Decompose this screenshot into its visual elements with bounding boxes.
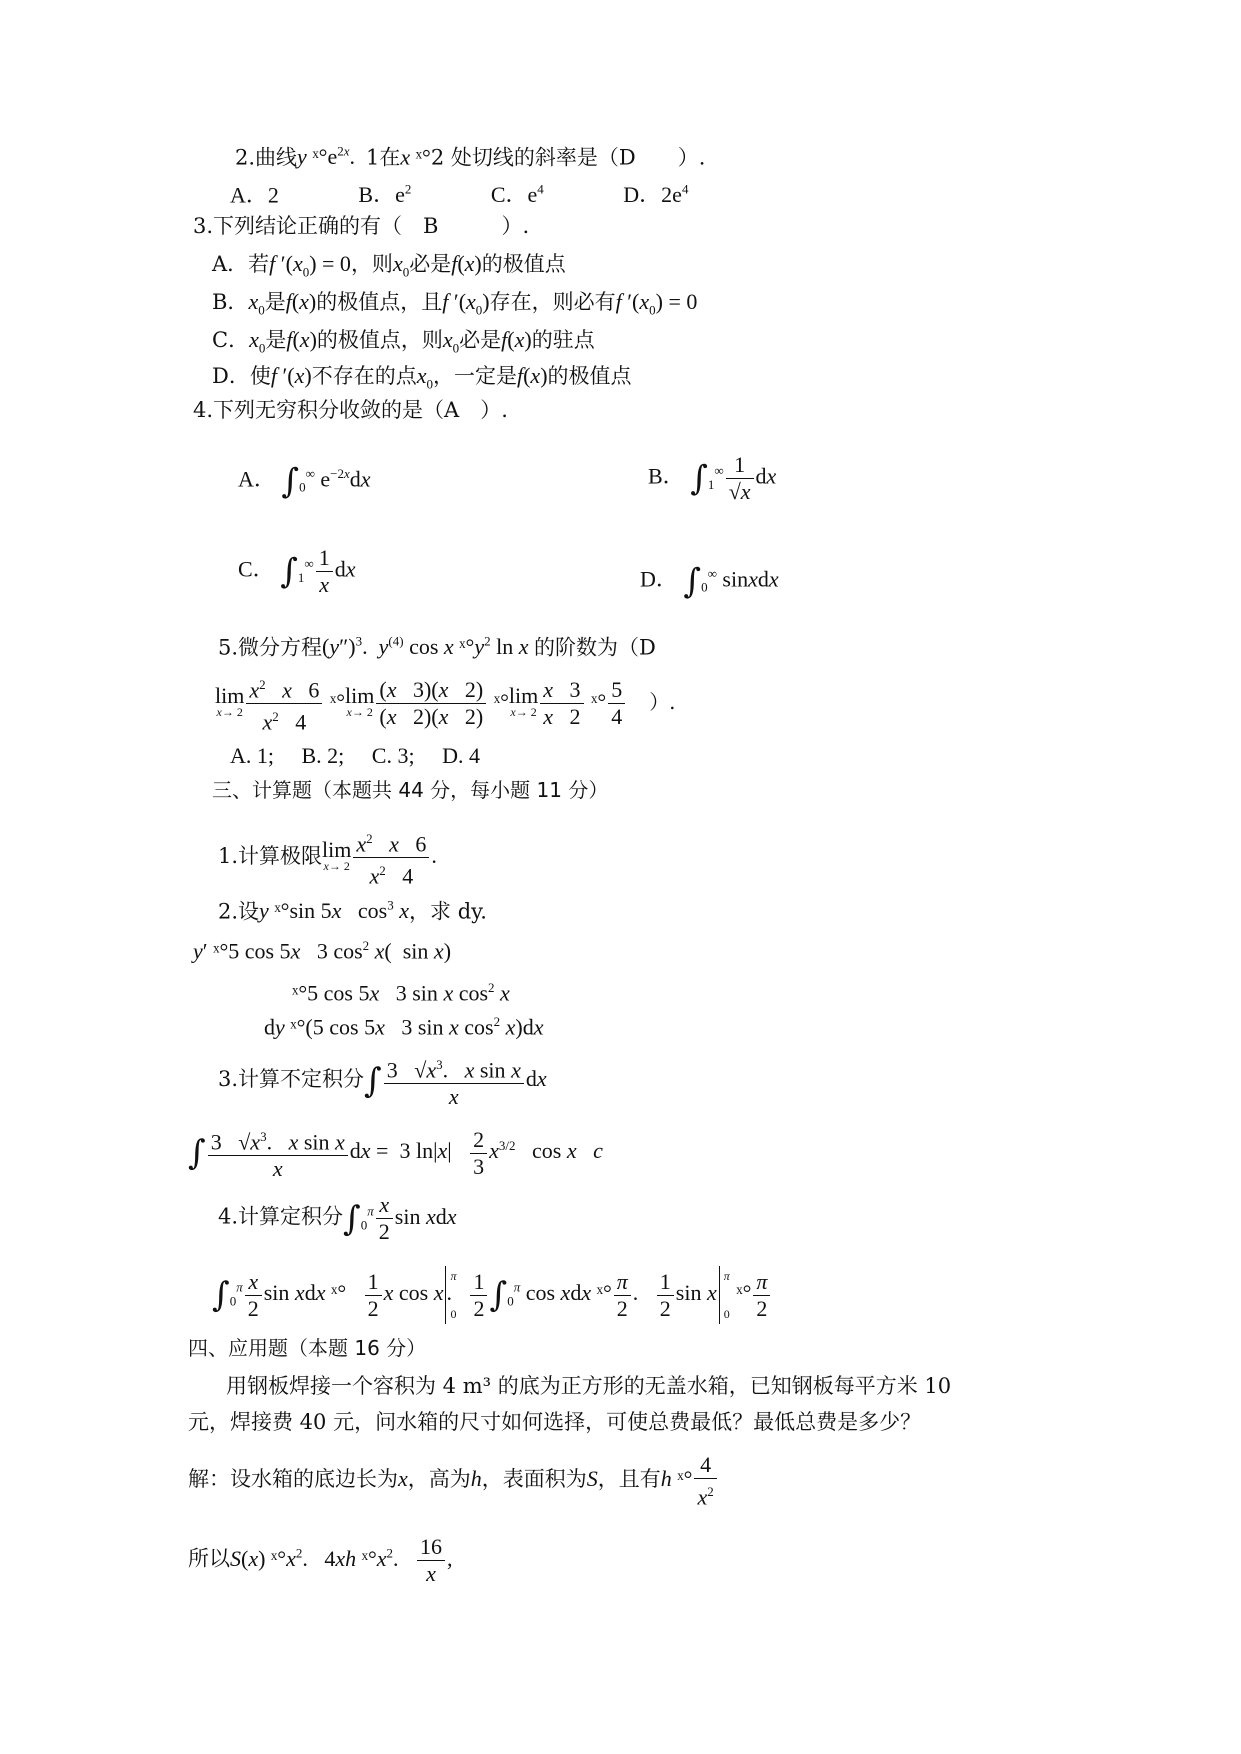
q2-option-c: C．$e^4$ — [490, 182, 544, 208]
q4-stem: 4.下列无穷积分收敛的是（A ）. — [193, 398, 508, 422]
s3-p1: 1.计算极限lim x→ 2 $\frac{x^2 x 6}{x^2 4}$ . — [218, 826, 437, 890]
q4-option-a: A． $\int_0^\infty$ $e^{-2x}dx$ — [238, 461, 371, 502]
q3-option-a: A．若f $'(x_0) = 0$，则$x_0$必是f(x)的极值点 — [212, 251, 566, 280]
q5-stem: 5.微分方程$(y'')^3$. $y^{(4)}$ cos x $ˣ^\circ y^2$ ln x 的阶数为（D — [218, 634, 656, 660]
s3-p3-solution: ∫ $\frac{3 √x^3. x \sin x}{x}$ dx = 3 ln|x| $\frac{2}{3}$ $x^{3/2}$ cos x c — [188, 1124, 603, 1182]
s4-solution-line-2: 所以S(x) $ˣ^\circ x^2$. 4xh $ˣ^\circ x^2$. $\frac{16}{x}$ , — [188, 1534, 453, 1586]
q5-solution: lim x→ 2 $\frac{x^2 x 6}{x^2 4}$ ˣ°lim x→ 2 $\frac{(x 3)(x 2)}{(x 2)(x 2)}$ ˣ°lim x→ 2 $\frac{x 3}{x 2}$ ˣ° $\frac{5}{4}$ ）. — [215, 672, 676, 736]
q3-stem: 3.下列结论正确的有（ B ）. — [193, 214, 530, 238]
q4-option-d: D． $\int_0^\infty$ sinxdx — [640, 561, 779, 602]
s3-p4: 4.计算定积分$\int_0^\pi$ $\frac{x}{2}$ sin xdx — [218, 1192, 457, 1244]
s3-p2-step2: ˣ°5 cos 5x 3 sin x $\cos^2 x$ — [292, 980, 510, 1006]
s4-problem-line-2: 元，焊接费 40 元，问水箱的尺寸如何选择，可使总费最低？最低总费是多少？ — [188, 1410, 922, 1434]
q3-option-d: D．使f ′(x)不存在的点$x_0$，一定是f(x)的极值点 — [212, 363, 632, 392]
q2-line: 2.曲线y $ˣ^\circ e^{2x}$. 1在x ˣ°2 处切线的斜率是（D ）. — [235, 144, 706, 170]
q5-options: A. 1; B. 2; C. 3; D. 4 — [230, 743, 480, 768]
section-4-title: 四、应用题（本题 16 分） — [188, 1336, 427, 1360]
q3-option-c: C．$x_0$是f(x)的极值点，则$x_0$必是f(x)的驻点 — [212, 327, 595, 356]
q4-option-c: C． $\int_1^\infty$ $\frac{1}{x}$ dx — [238, 545, 356, 597]
s3-p2-step3: dy ˣ°(5 cos 5x 3 sin x $\cos^2 x)dx$ — [264, 1014, 544, 1040]
section-3-title: 三、计算题（本题共 44 分，每小题 11 分） — [212, 778, 609, 802]
q3-option-b: B．$x_0$是f(x)的极值点，且f $'(x_0)$存在，则必有f $'(x_0) = 0$ — [212, 289, 698, 318]
s3-p4-solution: $\int_0^\pi$ $\frac{x}{2}$ sin xdx ˣ° $\frac{1}{2}$ x cos x π 0 . $\frac{1}{2}$ $\int_0^\pi$ cos xdx ˣ° $\frac{\pi}{2}$ . $\frac{1}{2}$ sin x π 0 ˣ° $\frac{\pi}{2}$ — [212, 1266, 772, 1324]
q2-option-b: B．$e^2$ — [358, 182, 412, 208]
q4-option-b: B． $\int_1^\infty$ $\frac{1}{√x}$ dx — [648, 452, 777, 504]
s3-p2-step1: y′ ˣ°5 cos 5x 3 $\cos^2 x$( sin x) — [193, 938, 452, 964]
s4-problem-line-1: 用钢板焊接一个容积为 4 m³ 的底为正方形的无盖水箱，已知钢板每平方米 10 — [226, 1374, 952, 1398]
s3-p2: 2.设y ˣ°sin 5x $\cos^3 x$，求 dy. — [218, 898, 487, 924]
q2-option-d: D．$2e^4$ — [623, 182, 689, 208]
q2-option-a: A．2 — [230, 182, 279, 208]
q2-options — [230, 176, 688, 209]
s3-p3: 3.计算不定积分∫ $\frac{3 √x^3. x \sin x}{x}$ dx — [218, 1052, 547, 1110]
s4-solution-line-1: 解：设水箱的底边长为x，高为h，表面积为S，且有h ˣ° $\frac{4}{x^2}$ — [188, 1452, 719, 1510]
